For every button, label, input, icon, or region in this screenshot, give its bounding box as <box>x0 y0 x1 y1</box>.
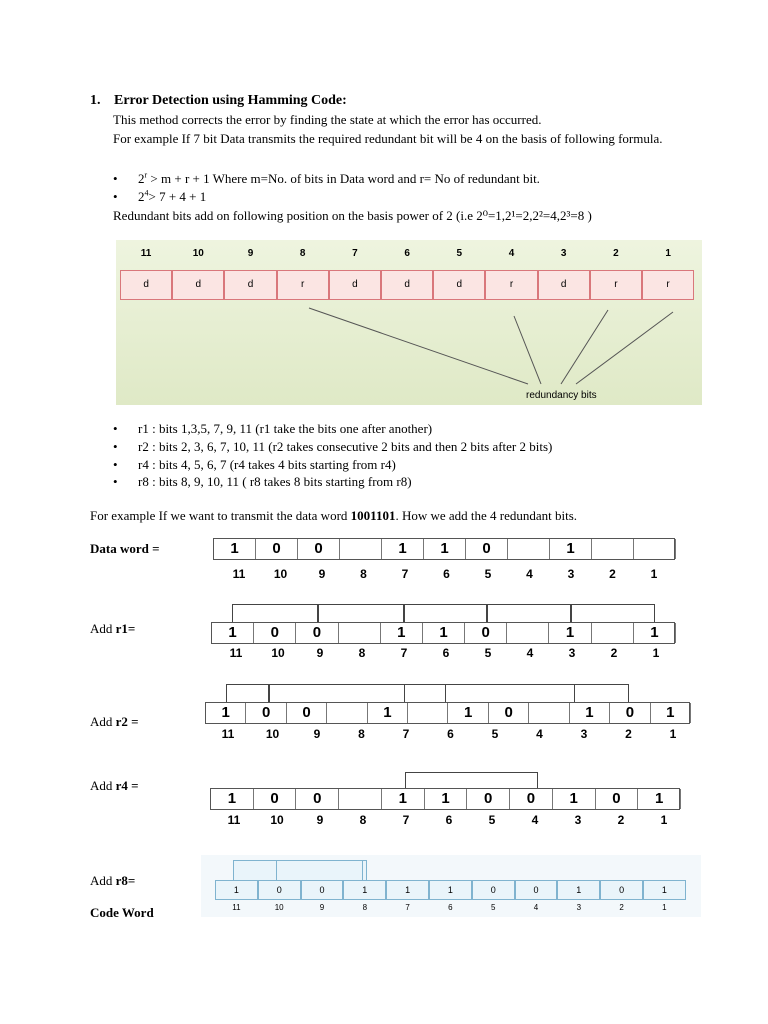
position-index: 7 <box>401 567 409 581</box>
bit-cell <box>508 539 550 559</box>
label-data-word <box>90 541 160 557</box>
parity-bracket <box>276 860 363 880</box>
rule-r2-text: r2 : bits 2, 3, 6, 7, 10, 11 (r2 takes consecutive 2 bits and then 2 bits after 2 bits) <box>138 439 553 454</box>
code-word-bit: 0 <box>258 880 301 900</box>
position-index: 3 <box>580 727 588 741</box>
position-index: 4 <box>533 903 539 912</box>
position-index: 6 <box>443 567 450 581</box>
label-add-r8-bold: r8= <box>115 873 136 888</box>
bit-cell: 0 <box>466 539 508 559</box>
position-index: 2 <box>625 727 632 741</box>
position-index: 1 <box>660 813 668 827</box>
position-index: 9 <box>316 813 324 827</box>
label-add-r2 <box>90 714 139 730</box>
intro-line-2: For example If 7 bit Data transmits the required redundant bit will be 4 on the basis of following formula. <box>113 131 663 146</box>
parity-bracket <box>404 684 446 702</box>
code-word-bit: 0 <box>600 880 643 900</box>
code-word-bit: 0 <box>301 880 344 900</box>
rule-r2 <box>113 438 552 456</box>
position-index: 3 <box>567 567 575 581</box>
position-index: 7 <box>402 813 410 827</box>
position-index: 5 <box>491 727 499 741</box>
example-sentence <box>90 507 577 525</box>
redundancy-bits-caption: redundancy bits <box>526 390 597 401</box>
position-index: 5 <box>490 903 496 912</box>
figure-bit-cell: r <box>277 270 329 300</box>
bit-row-r2 <box>205 702 690 724</box>
formula-1-rest: > m + r + 1 Where m=No. of bits in Data word and r= No of redundant bit. <box>147 171 540 186</box>
figure-position-label: 1 <box>665 248 671 259</box>
rule-r4-text: r4 : bits 4, 5, 6, 7 (r4 takes 4 bits starting from r4) <box>138 457 396 472</box>
position-index: 2 <box>609 567 616 581</box>
bit-cell: 1 <box>214 539 256 559</box>
label-code-word-text: Code Word <box>90 905 154 920</box>
code-word-bit: 1 <box>643 880 686 900</box>
code-word-bit: 1 <box>557 880 600 900</box>
bit-cell: 0 <box>596 789 639 809</box>
bit-cell <box>634 539 676 559</box>
parity-bracket <box>232 604 655 622</box>
position-index: 9 <box>313 727 321 741</box>
bit-row-r4 <box>210 788 680 810</box>
label-add-r2-bold: r2 = <box>115 714 139 729</box>
section-number: 1. <box>90 93 101 108</box>
bit-cell: 0 <box>489 703 529 723</box>
bit-cell: 0 <box>254 623 296 643</box>
label-add-r4-bold: r4 = <box>115 778 139 793</box>
bit-cell: 0 <box>298 539 340 559</box>
parity-bracket <box>317 604 319 622</box>
bit-cell <box>592 539 634 559</box>
example-post: . How we add the 4 redundant bits. <box>395 508 578 523</box>
bullet-icon: • <box>113 189 118 204</box>
formula-2-exp: 4 <box>144 188 149 198</box>
position-index: 4 <box>531 813 539 827</box>
rule-r8 <box>113 473 412 491</box>
figure-bit-cell: r <box>642 270 694 300</box>
bit-cell <box>339 789 382 809</box>
rule-r4 <box>113 456 396 474</box>
bit-cell: 0 <box>246 703 286 723</box>
position-index: 10 <box>271 646 285 660</box>
example-data-word: 1001101 <box>350 508 396 523</box>
bit-cell <box>339 623 381 643</box>
bit-cell: 1 <box>550 539 592 559</box>
position-index: 8 <box>358 727 365 741</box>
section-heading <box>90 92 347 110</box>
position-index: 5 <box>484 567 492 581</box>
bit-row-r1 <box>211 622 675 644</box>
bit-cell: 1 <box>638 789 681 809</box>
bit-cell: 1 <box>382 539 424 559</box>
label-add-r4-pre: Add <box>90 778 116 793</box>
bit-cell <box>592 623 634 643</box>
position-index: 8 <box>362 903 368 912</box>
section-title: Error Detection using Hamming Code: <box>114 93 347 108</box>
position-index: 7 <box>405 903 410 912</box>
parity-bracket <box>268 684 270 702</box>
position-index: 7 <box>402 727 410 741</box>
bit-cell: 1 <box>423 623 465 643</box>
figure-bit-cell: d <box>120 270 172 300</box>
position-index: 1 <box>662 903 667 912</box>
parity-bracket <box>570 604 572 622</box>
bit-cell: 0 <box>254 789 297 809</box>
bit-cell: 1 <box>382 789 425 809</box>
position-index: 11 <box>232 567 246 581</box>
position-index: 8 <box>360 567 367 581</box>
bit-row-data_word <box>213 538 675 560</box>
bit-cell: 1 <box>651 703 691 723</box>
label-data-word-text: Data word = <box>90 541 160 556</box>
bit-cell: 1 <box>212 623 254 643</box>
label-add-r2-pre: Add <box>90 714 116 729</box>
label-add-r1 <box>90 621 135 637</box>
position-index: 1 <box>652 646 660 660</box>
bit-cell: 1 <box>634 623 676 643</box>
bit-cell: 1 <box>368 703 408 723</box>
redundancy-bits-figure <box>116 240 702 405</box>
bit-cell: 0 <box>287 703 327 723</box>
parity-bracket <box>405 772 538 788</box>
figure-position-label: 9 <box>247 248 254 259</box>
bit-cell <box>340 539 382 559</box>
position-index: 11 <box>232 903 241 912</box>
position-index: 11 <box>221 727 235 741</box>
rule-r8-text: r8 : bits 8, 9, 10, 11 ( r8 takes 8 bits starting from r8) <box>138 474 412 489</box>
bit-cell: 1 <box>570 703 610 723</box>
figure-position-label: 10 <box>192 248 204 259</box>
position-index: 9 <box>316 646 324 660</box>
position-index: 2 <box>619 903 624 912</box>
rule-r1 <box>113 420 432 438</box>
code-word-bit: 1 <box>386 880 429 900</box>
bit-cell: 0 <box>296 789 339 809</box>
position-index: 6 <box>447 727 454 741</box>
rule-r1-text: r1 : bits 1,3,5, 7, 9, 11 (r1 take the bits one after another) <box>138 421 433 436</box>
figure-bit-cell: d <box>381 270 433 300</box>
bit-cell: 0 <box>510 789 553 809</box>
position-index: 10 <box>273 567 288 581</box>
figure-position-label: 8 <box>299 248 306 259</box>
code-word-bit: 1 <box>343 880 386 900</box>
code-word-bit: 0 <box>515 880 558 900</box>
figure-bit-cell: d <box>329 270 381 300</box>
formula-2-base: 2 <box>138 189 145 204</box>
code-word-bit: 1 <box>215 880 258 900</box>
position-index: 7 <box>400 646 408 660</box>
intro-line-1: This method corrects the error by finding the state at which the error has occurred. <box>113 112 542 127</box>
bit-cell: 1 <box>381 623 423 643</box>
bullet-icon: • <box>113 439 118 454</box>
formula-1-exp: r <box>144 170 148 180</box>
position-index: 8 <box>358 646 366 660</box>
position-index: 4 <box>526 646 534 660</box>
position-index: 3 <box>574 813 582 827</box>
position-index: 9 <box>318 567 326 581</box>
position-index: 11 <box>229 646 243 660</box>
bit-cell: 1 <box>425 789 468 809</box>
figure-position-label: 3 <box>560 248 567 259</box>
position-index: 4 <box>536 727 543 741</box>
formula-1 <box>113 170 540 188</box>
bit-cell: 1 <box>211 789 254 809</box>
figure-bit-cell: r <box>590 270 642 300</box>
position-index: 6 <box>445 813 453 827</box>
bit-cell: 0 <box>610 703 650 723</box>
parity-bracket <box>403 604 405 622</box>
position-index: 5 <box>488 813 496 827</box>
bit-cell: 1 <box>424 539 466 559</box>
formula-2-rest: > 7 + 4 + 1 <box>148 189 207 204</box>
position-index: 3 <box>576 903 582 912</box>
code-word-bit: 0 <box>472 880 515 900</box>
position-index: 8 <box>359 813 367 827</box>
bullet-icon: • <box>113 421 118 436</box>
redundant-positions-text: Redundant bits add on following position on the basis power of 2 (i.e 2⁰=1,2¹=2,2²=4,2³=8 ) <box>113 208 592 223</box>
bit-cell: 0 <box>296 623 338 643</box>
bit-cell <box>529 703 569 723</box>
figure-position-label: 5 <box>456 248 463 259</box>
position-index: 11 <box>227 813 241 827</box>
figure-position-label: 7 <box>352 248 358 259</box>
bullet-icon: • <box>113 457 118 472</box>
bit-cell: 1 <box>449 703 489 723</box>
bit-cell: 0 <box>465 623 507 643</box>
label-add-r1-bold: r1= <box>115 621 136 636</box>
figure-bit-cell: d <box>224 270 276 300</box>
code-word-figure <box>201 855 701 917</box>
bit-cell: 1 <box>206 703 246 723</box>
code-word-bit: 1 <box>429 880 472 900</box>
figure-position-label: 4 <box>508 248 515 259</box>
figure-position-label: 11 <box>140 248 152 259</box>
label-add-r8 <box>90 873 135 889</box>
figure-bit-cell: d <box>172 270 224 300</box>
position-index: 2 <box>610 646 618 660</box>
position-index: 10 <box>265 727 280 741</box>
formula-1-base: 2 <box>138 171 145 186</box>
position-index: 10 <box>270 813 284 827</box>
figure-bit-cell: d <box>538 270 590 300</box>
position-index: 4 <box>526 567 533 581</box>
position-index: 2 <box>617 813 625 827</box>
parity-bracket <box>574 684 629 702</box>
bit-cell: 0 <box>467 789 510 809</box>
bullet-icon: • <box>113 474 118 489</box>
figure-bit-cell: d <box>433 270 485 300</box>
position-index: 1 <box>650 567 658 581</box>
parity-bracket <box>486 604 488 622</box>
bit-cell: 1 <box>553 789 596 809</box>
figure-position-label: 6 <box>404 248 410 259</box>
bit-cell <box>327 703 367 723</box>
bit-cell <box>507 623 549 643</box>
label-code-word <box>90 905 154 921</box>
position-index: 9 <box>319 903 325 912</box>
position-index: 6 <box>442 646 450 660</box>
bit-cell <box>408 703 448 723</box>
position-index: 10 <box>274 903 284 912</box>
bullet-icon: • <box>113 171 118 186</box>
figure-bit-cell: r <box>485 270 537 300</box>
label-add-r8-pre: Add <box>90 873 116 888</box>
example-pre: For example If we want to transmit the data word <box>90 508 351 523</box>
formula-2 <box>113 188 206 206</box>
position-index: 5 <box>484 646 492 660</box>
bit-cell: 0 <box>256 539 298 559</box>
figure-position-label: 2 <box>613 248 619 259</box>
position-index: 6 <box>448 903 453 912</box>
label-add-r1-pre: Add <box>90 621 116 636</box>
bit-cell: 1 <box>549 623 591 643</box>
label-add-r4 <box>90 778 139 794</box>
redundancy-pointer-lines <box>116 240 702 405</box>
position-index: 1 <box>669 727 677 741</box>
position-index: 3 <box>568 646 576 660</box>
